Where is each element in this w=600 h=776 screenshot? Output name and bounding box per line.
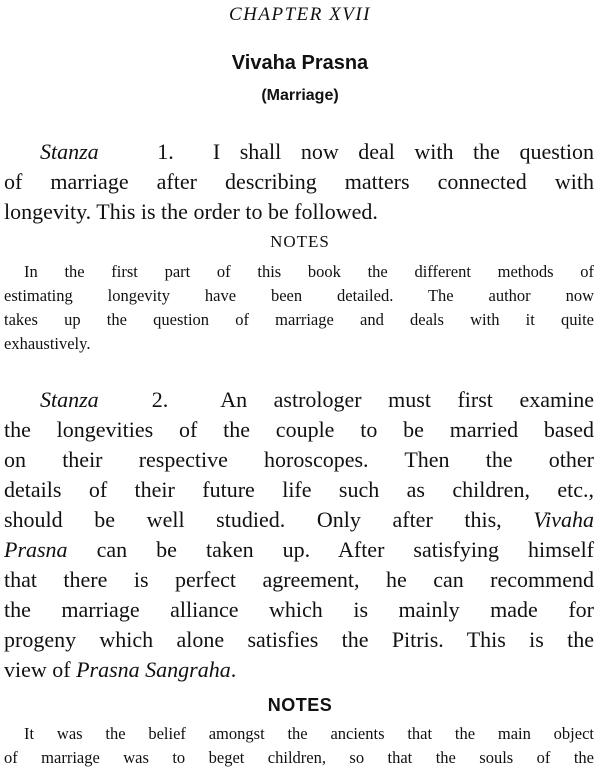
notes-1-line: estimating longevity have been detailed. The author now (4, 286, 594, 305)
stanza-2-text: should be well studied. Only after this, (4, 507, 502, 532)
stanza-2-text: An astrologer must first examine (220, 387, 594, 412)
page-title: Vivaha Prasna (231, 52, 369, 74)
chapter-heading: CHAPTER XVII (228, 4, 371, 25)
stanza-label: Stanza (40, 139, 99, 164)
notes-heading-2: NOTES (267, 695, 333, 715)
stanza-1-line-1 (4, 137, 594, 167)
stanza-2-line (4, 655, 594, 685)
stanza-2-line: progeny which alone satisfies the Pitris. This is the (4, 627, 594, 652)
page-subtitle: (Marriage) (261, 87, 339, 104)
notes-2-line: It was the belief amongst the ancients that the main object (24, 724, 594, 743)
stanza-2-end: . (230, 657, 237, 682)
stanza-2-line: that there is perfect agreement, he can recommend (4, 567, 594, 592)
notes-1-line: In the first part of this book the different methods of (24, 262, 594, 281)
book-title: Prasna Sangraha (76, 657, 231, 682)
stanza-2-line: details of their future life such as children, etc., (4, 477, 594, 502)
stanza-1-line-3: longevity. This is the order to be followed. (4, 199, 378, 224)
stanza-2-line: on their respective horoscopes. Then the other (4, 447, 594, 472)
stanza-1-line-2: of marriage after describing matters connected with (4, 169, 594, 194)
stanza-number: 2. (151, 387, 169, 412)
stanza-label: Stanza (40, 387, 99, 412)
stanza-2-line-1 (4, 385, 594, 415)
stanza-2-line (4, 505, 594, 535)
notes-2-body (4, 722, 594, 770)
stanza-1-text: I shall now deal with the question (212, 139, 595, 164)
stanza-2-text: view of (4, 657, 71, 682)
stanza-2-line: the longevities of the couple to be married based (4, 417, 594, 442)
stanza-2 (4, 385, 594, 685)
italic-term: Prasna (4, 537, 68, 562)
stanza-2-line: the marriage alliance which is mainly made for (4, 597, 594, 622)
notes-2-line: of marriage was to beget children, so that the souls of the (4, 748, 594, 767)
stanza-2-line (4, 535, 594, 565)
notes-heading-1: NOTES (270, 232, 330, 251)
notes-1-line: takes up the question of marriage and deals with it quite (4, 310, 594, 329)
notes-1-line: exhaustively. (4, 334, 91, 353)
notes-1-body (4, 260, 594, 356)
stanza-1 (4, 137, 594, 227)
stanza-2-text: can be taken up. After satisfying himself (96, 537, 595, 562)
stanza-number: 1. (157, 139, 174, 164)
italic-term: Vivaha (533, 507, 594, 532)
